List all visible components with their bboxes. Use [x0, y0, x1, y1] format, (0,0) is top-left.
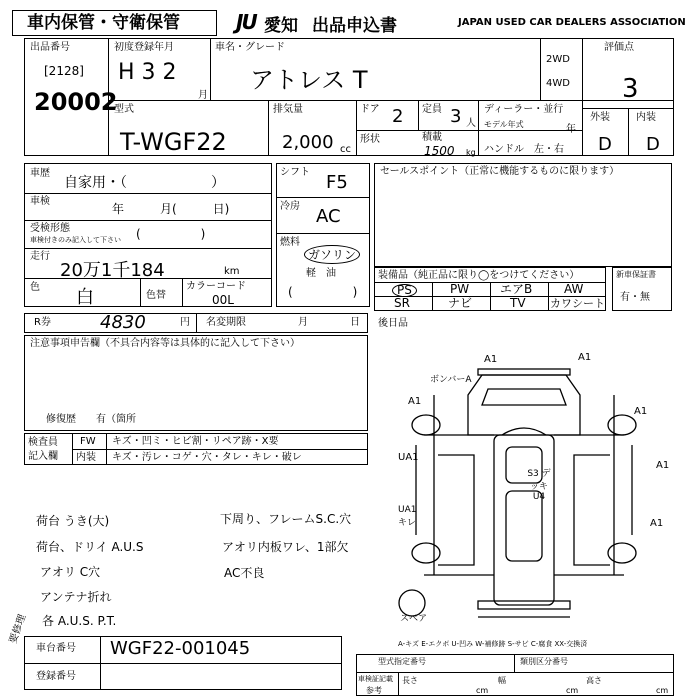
lot-number-label: 出品番号 — [30, 42, 70, 53]
note-3: AC不良 — [224, 566, 265, 580]
length-label: 長さ — [402, 676, 418, 685]
receipt-note: 車検付きのみ記入して下さい — [30, 236, 121, 244]
rating-label: 評価点 — [604, 42, 634, 53]
equip-navi: ナビ — [448, 296, 473, 310]
length-unit: cm — [476, 686, 489, 695]
handle-label: ハンドル 左・右 — [484, 144, 564, 155]
mileage-label: 走行 — [30, 251, 50, 262]
model-year-label: モデル年式 — [484, 120, 524, 129]
equip-ps: PS — [392, 284, 417, 297]
dealer-label: ディーラー・並行 — [484, 104, 564, 115]
name-change-month: 月 — [298, 317, 308, 328]
note-5: 荷台、ドリイ A.U.S — [36, 540, 144, 554]
spare-label: スペア — [400, 614, 428, 624]
after-registration-label: 後日品 — [378, 318, 408, 329]
sales-point-frame — [374, 163, 672, 267]
exterior-value: D — [598, 134, 612, 155]
color-value: 白 — [76, 287, 94, 308]
inspection-label: 車検 — [30, 196, 50, 207]
ju-logo: JU — [236, 10, 256, 34]
cc-unit: cc — [340, 144, 351, 155]
car-name-value: アトレス T — [250, 66, 368, 94]
color-code-label: カラーコード — [186, 281, 246, 292]
recycle-label: R券 — [34, 317, 51, 328]
fuel-value: ガソリン — [304, 245, 360, 264]
first-registration-label: 初度登録年月 — [114, 42, 174, 53]
fw-label: FW — [80, 436, 96, 447]
displacement-label: 排気量 — [273, 104, 303, 115]
mark-deck: S3 デッキ U4 — [527, 469, 551, 502]
name-change-label: 名変期限 — [206, 317, 246, 328]
checker-label: 検査員 — [28, 437, 58, 448]
drive-2wd: 2WD — [546, 54, 570, 65]
new-warranty-label: 新車保証書 — [616, 270, 656, 279]
color-change-label: 色替 — [146, 290, 166, 301]
equip-tv: TV — [510, 296, 526, 310]
fuel-diesel: 軽 油 — [306, 268, 336, 279]
first-registration-value: H 3 2 — [118, 60, 177, 85]
mark-a1-front-left: A1 — [484, 354, 498, 365]
ref-label: 参考 — [366, 686, 382, 695]
mark-a1-left: A1 — [408, 396, 422, 407]
note-7: アンテナ折れ — [40, 590, 112, 604]
interior-value: D — [646, 134, 660, 155]
model-value: T-WGF22 — [120, 128, 227, 156]
first-registration-month: 月 — [198, 90, 208, 101]
type-design-label: 型式指定番号 — [378, 657, 426, 666]
model-label: 型式 — [114, 104, 134, 115]
damage-legend: A-キズ E-エクボ U-凹み W-補修跡 S-サビ C-腐食 XX-交換済 — [398, 640, 588, 648]
capacity-value: 3 — [450, 106, 462, 127]
doors-label: ドア — [360, 104, 380, 115]
org-english: JAPAN USED CAR DEALERS ASSOCIATION — [458, 17, 686, 28]
height-label: 高さ — [586, 676, 602, 685]
doors-value: 2 — [392, 106, 404, 127]
shape-label: 形状 — [360, 134, 380, 145]
fuel-label: 燃料 — [280, 237, 300, 248]
warranty-options: 有・無 — [620, 292, 650, 303]
car-name-label: 車名・グレード — [215, 42, 285, 53]
height-unit: cm — [656, 686, 669, 695]
inspection-format: 年 月( 日) — [112, 202, 230, 216]
chassis-number-value: WGF22-001045 — [110, 638, 251, 659]
class-number-label: 類別区分番号 — [520, 657, 568, 666]
km-unit: km — [224, 266, 240, 277]
receipt-paren: ( ) — [136, 227, 206, 241]
lot-bracket: [2128] — [44, 64, 84, 78]
body-dims-label: 車検証記載 — [358, 675, 393, 683]
note-1: 下周り、フレームS.C.穴 — [220, 512, 352, 526]
history-label: 車歴 — [30, 168, 50, 179]
fuel-other: ( ) — [288, 285, 358, 299]
yen-unit: 円 — [180, 317, 190, 328]
chassis-number-label: 車台番号 — [36, 643, 76, 654]
equip-airbag: エアB — [500, 282, 533, 296]
rating-value: 3 — [622, 74, 639, 104]
year-suffix: 年 — [566, 124, 576, 135]
exterior-label: 外装 — [590, 112, 610, 123]
shift-label: シフト — [280, 167, 310, 178]
aircon-label: 冷房 — [280, 201, 300, 212]
mark-ua1-kire: UA1 キレ — [398, 505, 417, 528]
mark-a1-rear: A1 — [650, 518, 664, 529]
equip-seat: カワシート — [550, 297, 605, 310]
lot-number-value: 20002 — [34, 88, 118, 116]
equip-pw: PW — [450, 282, 470, 296]
interior-label: 内装 — [636, 112, 656, 123]
note-2: アオリ内板ワレ、1部欠 — [222, 540, 349, 554]
equip-sr: SR — [394, 296, 410, 310]
width-unit: cm — [566, 686, 579, 695]
interior-items: キズ・汚レ・コゲ・穴・タレ・キレ・破レ — [112, 452, 302, 463]
org-name: 愛知 — [264, 16, 298, 36]
mark-bumper-a: ボンバーA — [430, 375, 472, 385]
mark-a1-right: A1 — [634, 406, 648, 417]
interior-check-label: 内装 — [76, 452, 96, 463]
fw-items: キズ・凹ミ・ヒビ割・リペア跡・X要 — [112, 436, 279, 447]
receipt-label: 受検形態 — [30, 223, 70, 234]
kg-unit: kg — [466, 148, 476, 157]
capacity-label: 定員 — [422, 104, 442, 115]
mark-a1-right-2: A1 — [656, 460, 670, 471]
recycle-value: 4830 — [100, 312, 146, 333]
width-label: 幅 — [498, 676, 506, 685]
mark-a1-front-right: A1 — [578, 352, 592, 363]
color-code-value: 00L — [212, 293, 234, 307]
history-value: 自家用・（ ） — [64, 175, 225, 191]
person-unit: 人 — [466, 118, 476, 129]
sheet-title: 出品申込書 — [312, 16, 397, 36]
note-6: アオリ C穴 — [40, 565, 101, 579]
shift-value: F5 — [326, 172, 348, 193]
name-change-day: 日 — [350, 317, 360, 328]
storage-type: 車内保管・守衛保管 — [12, 10, 217, 36]
repair-history-label: 修復歴 有（箇所 — [46, 414, 136, 425]
equipment-label: 装備品（純正品に限り◯をつけてください） — [378, 270, 580, 281]
aircon-value: AC — [316, 206, 341, 227]
mileage-value: 20万1千184 — [60, 260, 165, 281]
note-8: 各 A.U.S. P.T. — [42, 614, 117, 628]
load-value: 1500 — [424, 144, 455, 158]
mark-ua1-left: UA1 — [398, 452, 419, 463]
equip-aw: AW — [564, 282, 584, 296]
color-label: 色 — [30, 282, 40, 293]
sales-point-label: セールスポイント（正常に機能するものに限ります） — [380, 166, 620, 177]
entry-label: 記入欄 — [28, 451, 58, 462]
displacement-value: 2,000 — [282, 132, 334, 153]
margin-note: 要修理 — [7, 613, 29, 646]
load-label: 積載 — [422, 132, 442, 143]
notes-label: 注意事項申告欄（不具合内容等は具体的に記入して下さい） — [30, 338, 300, 349]
note-4: 荷台 うき(大) — [36, 514, 110, 528]
registration-number-label: 登録番号 — [36, 671, 76, 682]
drive-4wd: 4WD — [546, 78, 570, 89]
